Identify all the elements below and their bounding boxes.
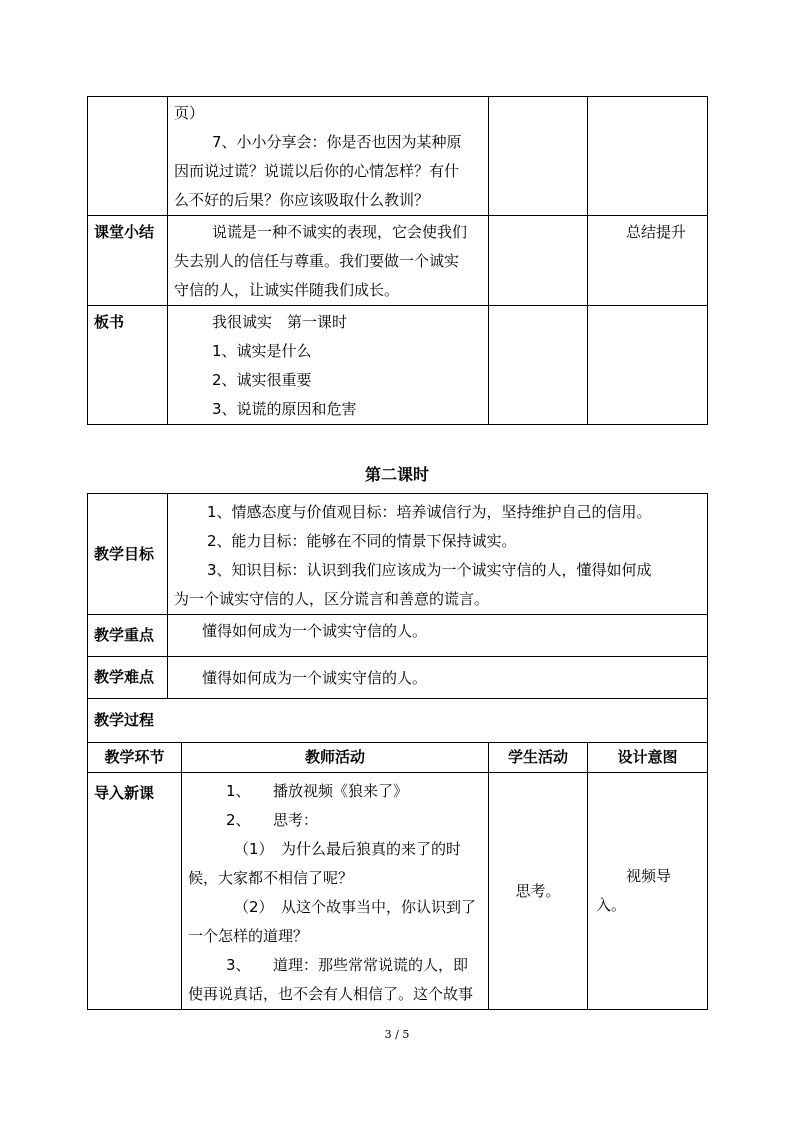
- page-number: 3 / 5: [384, 1028, 410, 1041]
- teacher-activity-cell: [182, 773, 489, 1010]
- text-line: 我很诚实 第一课时: [212, 313, 348, 331]
- column-header: 学生活动: [489, 743, 588, 773]
- text-line: 2、诚实很重要: [212, 371, 312, 389]
- text-line: 3、知识目标：认识到我们应该成为一个诚实守信的人，懂得如何成: [207, 561, 652, 579]
- blackboard-cell: [168, 306, 489, 425]
- table-row: [88, 97, 708, 216]
- intent-cell: [588, 773, 708, 1010]
- text-line: 2、能力目标：能够在不同的情景下保持诚实。: [207, 532, 517, 550]
- row-label: 课堂小结: [88, 216, 168, 306]
- process-label: 教学过程: [88, 699, 708, 743]
- table-row: [88, 657, 708, 699]
- table-header-row: [88, 743, 708, 773]
- goals-label: 教学目标: [88, 494, 168, 615]
- column-header: 教师活动: [182, 743, 489, 773]
- goals-cell: [168, 494, 708, 615]
- row-label: 导入新课: [88, 773, 182, 1010]
- column-header: 设计意图: [588, 743, 708, 773]
- table-row: [88, 216, 708, 306]
- intent-cell: 总结提升: [588, 216, 708, 306]
- text-line: （1） 为什么最后狼真的来了的时: [234, 840, 462, 858]
- section-title: 第二课时: [364, 465, 429, 484]
- key-points-label: 教学重点: [88, 615, 168, 657]
- table-row: [88, 773, 708, 1010]
- text-line: 为一个诚实守信的人，区分谎言和善意的谎言。: [174, 590, 490, 608]
- text-line: 入。: [596, 896, 627, 914]
- table-row: [88, 699, 708, 743]
- text-line: 么不好的后果？你应该吸取什么教训？: [174, 191, 430, 209]
- row-label: 板书: [88, 306, 168, 425]
- text-line: 失去别人的信任与尊重。我们要做一个诚实: [174, 252, 460, 270]
- text-line: 视频导: [626, 867, 672, 885]
- table-row: [88, 494, 708, 615]
- student-activity-cell: 思考。: [489, 773, 588, 1010]
- text-line: 页）: [174, 104, 205, 122]
- text-line: 一个怎样的道理？: [188, 927, 309, 945]
- text-line: 候，大家都不相信了呢？: [188, 869, 354, 887]
- table-row: [88, 306, 708, 425]
- text-line: 3、 道理：那些常常说谎的人，即: [226, 956, 469, 974]
- lesson-table-2: [87, 493, 708, 1010]
- difficulties-label: 教学难点: [88, 657, 168, 699]
- teacher-activity-cell: [168, 97, 489, 216]
- text-line: 2、 思考：: [226, 811, 319, 829]
- text-line: 说谎是一种不诚实的表现，它会使我们: [212, 223, 468, 241]
- column-header: 教学环节: [88, 743, 182, 773]
- difficulties-cell: 懂得如何成为一个诚实守信的人。: [168, 657, 708, 699]
- text-line: 因而说过谎？说谎以后你的心情怎样？有什: [174, 162, 460, 180]
- text-line: 守信的人，让诚实伴随我们成长。: [174, 281, 400, 299]
- key-points-cell: 懂得如何成为一个诚实守信的人。: [168, 615, 708, 657]
- text-line: 7、小小分享会：你是否也因为某种原: [212, 133, 462, 151]
- text-line: 使再说真话，也不会有人相信了。这个故事: [188, 985, 474, 1003]
- lesson-table-1: [87, 96, 708, 425]
- table-row: [88, 615, 708, 657]
- text-line: 1、情感态度与价值观目标：培养诚信行为，坚持维护自己的信用。: [207, 503, 652, 521]
- text-line: 3、说谎的原因和危害: [212, 400, 357, 418]
- summary-cell: [168, 216, 489, 306]
- text-line: （2） 从这个故事当中，你认识到了: [234, 898, 477, 916]
- text-line: 1、诚实是什么: [212, 342, 312, 360]
- text-line: 1、 播放视频《狼来了》: [226, 782, 409, 800]
